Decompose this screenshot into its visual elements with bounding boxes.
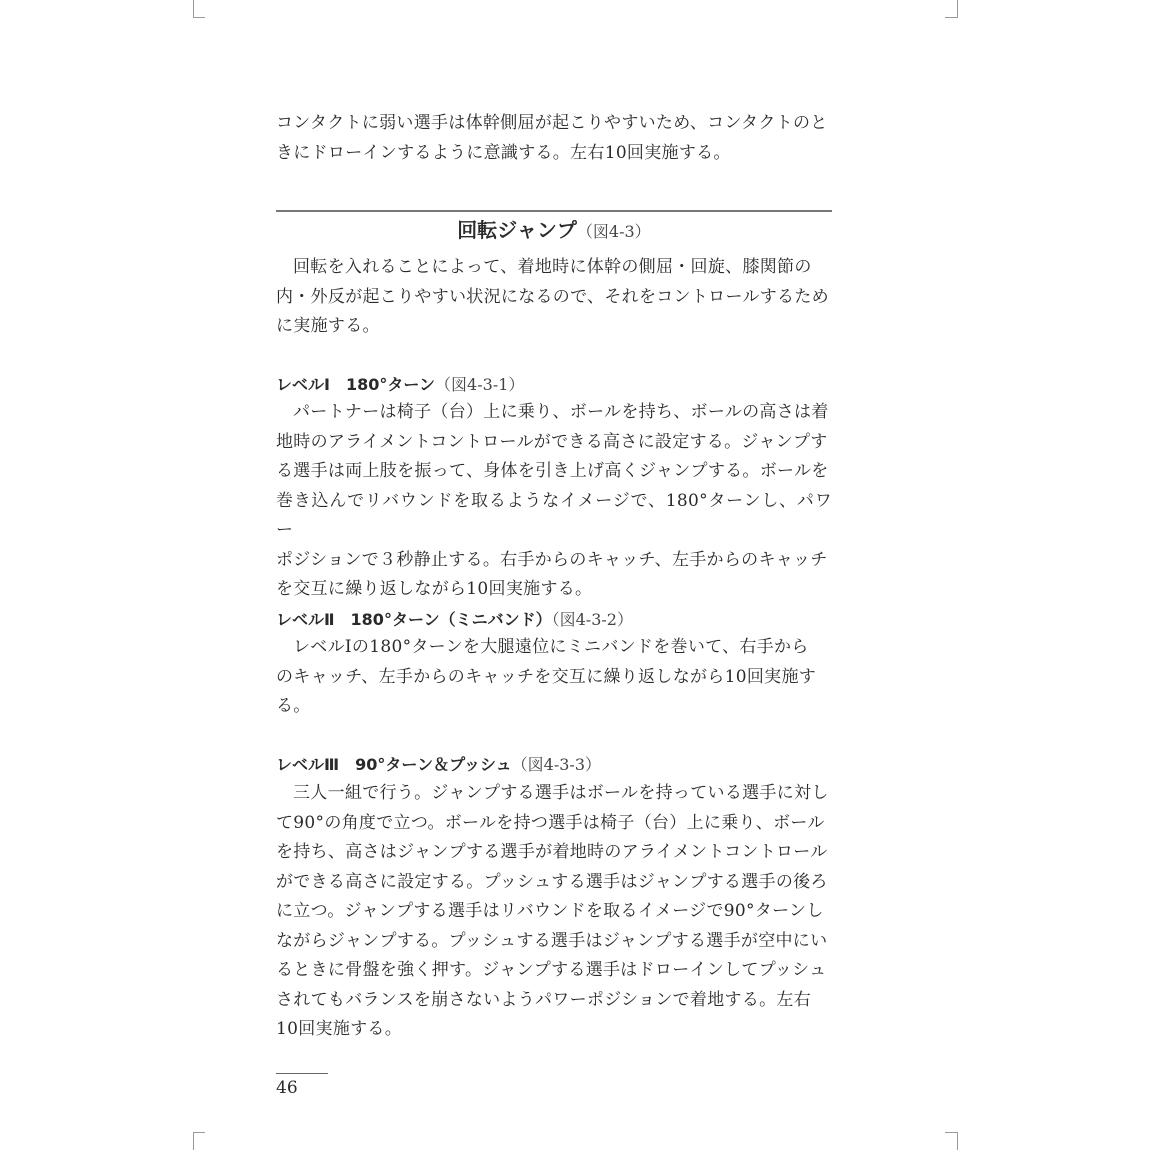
level-1-line: 巻き込んでリバウンドを取るようなイメージで、180°ターンし、パワー: [276, 490, 832, 540]
level-3-line: ができる高さに設定する。プッシュする選手はジャンプする選手の後ろ: [276, 871, 828, 892]
level-1-heading: [276, 372, 832, 395]
level-1-line: を交互に繰り返しながら10回実施する。: [276, 579, 593, 599]
section-figure-ref: （図4-3）: [576, 222, 651, 241]
level-3-line: を持ち、高さはジャンプする選手が着地時のアライメントコントロール: [276, 842, 828, 862]
level-1-line: る選手は両上肢を振って、身体を引き上げ高くジャンプする。ボールを: [276, 461, 829, 481]
level-3-label: レベルⅢ 90°ターン＆プッシュ: [276, 755, 512, 774]
section-heading: [276, 214, 832, 243]
level-1-paragraph: [276, 398, 832, 605]
section-line: に実施する。: [276, 316, 380, 336]
level-2-label: レベルⅡ 180°ターン（ミニバンド）: [276, 610, 552, 629]
level-3-line: されてもバランスを崩さないようパワーポジションで着地する。左右: [276, 989, 812, 1010]
crop-mark-bottom-right-h: [945, 1132, 957, 1133]
crop-mark-bottom-right-v: [957, 1132, 958, 1150]
intro-paragraph: [276, 109, 832, 168]
section-paragraph: [276, 253, 832, 342]
level-1-line: ポジションで３秒静止する。右手からのキャッチ、左手からのキャッチ: [276, 549, 828, 570]
level-2-line: る。: [276, 696, 311, 716]
level-3-line: て90°の角度で立つ。ボールを持つ選手は椅子（台）上に乗り、ボール: [276, 812, 825, 833]
footer-rule: [276, 1073, 328, 1074]
level-2-heading: [276, 607, 832, 630]
level-3-line: 10回実施する。: [276, 1019, 403, 1039]
crop-mark-bottom-left-v: [193, 1132, 194, 1150]
crop-mark-top-right-v: [957, 0, 958, 18]
level-1-label: レベルⅠ 180°ターン: [276, 375, 436, 394]
section-line: 内・外反が起こりやすい状況になるので、それをコントロールするため: [276, 286, 829, 307]
crop-mark-top-right-h: [945, 17, 957, 18]
level-3-line: ながらジャンプする。プッシュする選手はジャンプする選手が空中にい: [276, 930, 828, 951]
level-1-figure-ref: （図4-3-1）: [435, 375, 525, 394]
page-number: 46: [276, 1078, 298, 1098]
level-1-line: パートナーは椅子（台）上に乗り、ボールを持ち、ボールの高さは着: [293, 402, 829, 422]
level-2-paragraph: [276, 633, 832, 722]
intro-line: きにドローインするように意識する。左右10回実施する。: [276, 142, 731, 163]
level-2-line: レベルⅠの180°ターンを大腿遠位にミニバンドを巻いて、右手から: [293, 637, 809, 657]
level-3-figure-ref: （図4-3-3）: [511, 755, 601, 774]
level-3-line: に立つ。ジャンプする選手はリバウンドを取るイメージで90°ターンし: [276, 901, 824, 921]
section-title: 回転ジャンプ: [457, 218, 577, 242]
crop-mark-top-left-h: [193, 17, 205, 18]
level-3-heading: [276, 752, 832, 775]
crop-mark-bottom-left-h: [193, 1132, 205, 1133]
level-2-line: のキャッチ、左手からのキャッチを交互に繰り返しながら10回実施す: [276, 666, 817, 687]
crop-mark-top-left-v: [193, 0, 194, 18]
level-2-figure-ref: （図4-3-2）: [551, 610, 633, 629]
section-line: 回転を入れることによって、着地時に体幹の側屈・回旋、膝関節の: [293, 257, 812, 277]
section-divider: [276, 210, 832, 212]
level-3-paragraph: [276, 779, 832, 1045]
level-3-line: 三人一組で行う。ジャンプする選手はボールを持っている選手に対し: [293, 783, 829, 803]
level-3-line: るときに骨盤を強く押す。ジャンプする選手はドローインしてプッシュ: [276, 960, 827, 980]
intro-line: コンタクトに弱い選手は体幹側屈が起こりやすいため、コンタクトのと: [276, 113, 828, 133]
level-1-line: 地時のアライメントコントロールができる高さに設定する。ジャンプす: [276, 431, 828, 452]
